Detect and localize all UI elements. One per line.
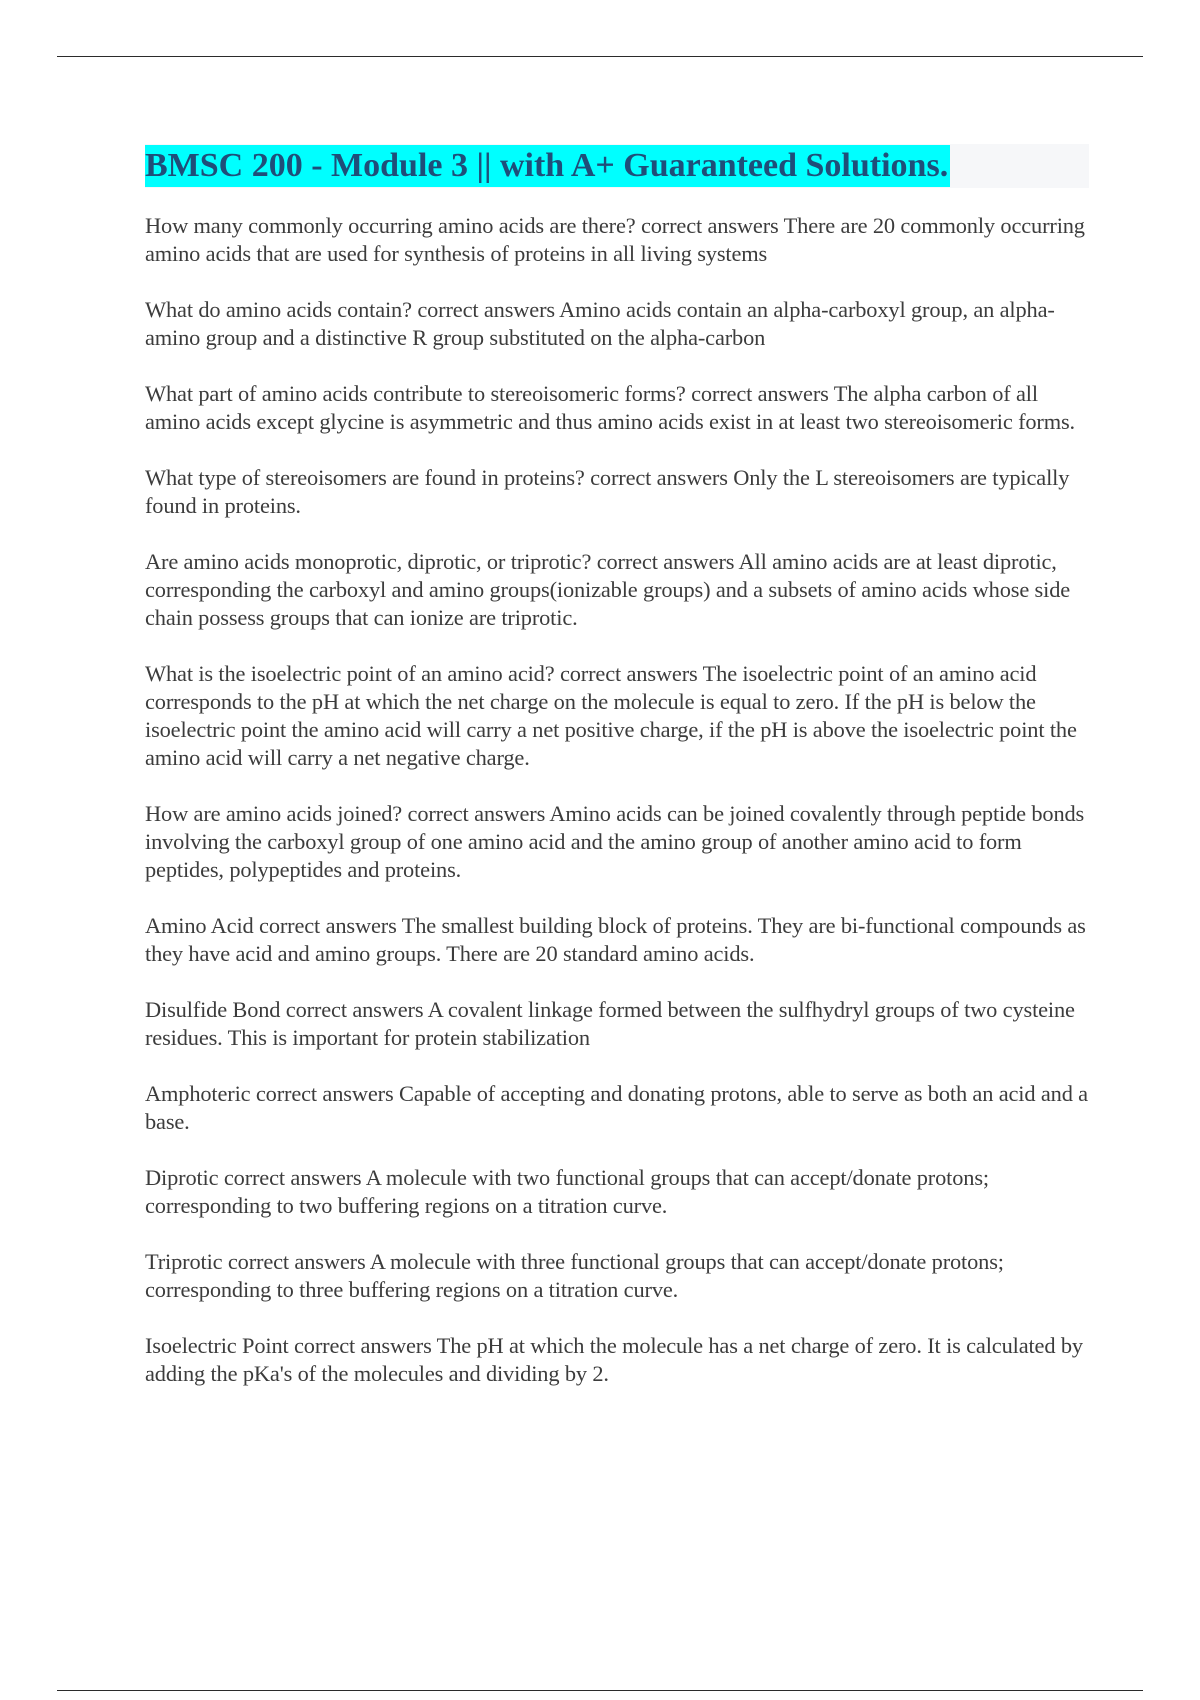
qa-entry: What part of amino acids contribute to stereoisomeric forms? correct answers The alpha carbon of all amino acids except glycine is asymmetric and thus amino acids exist in at least two stereoisomeric forms. [145, 381, 1076, 434]
qa-entry: What do amino acids contain? correct answers Amino acids contain an alpha-carboxyl group, an alpha-amino group and a distinctive R group substituted on the alpha-carbon [145, 297, 1055, 350]
qa-entry: What is the isoelectric point of an amino acid? correct answers The isoelectric point of an amino acid corresponds to the pH at which the net charge on the molecule is equal to zero. If the pH is below the isoelectric point the amino acid will carry a net positive charge, if the pH is above the isoelectric point the amino acid will carry a net negative charge. [145, 661, 1077, 770]
qa-entry: What type of stereoisomers are found in proteins? correct answers Only the L stereoisomers are typically found in proteins. [145, 465, 1070, 518]
document-title: BMSC 200 - Module 3 || with A+ Guaranteed Solutions. [145, 145, 950, 187]
qa-entry: Amino Acid correct answers The smallest building block of proteins. They are bi-functional compounds as they have acid and amino groups. There are 20 standard amino acids. [145, 913, 1086, 966]
qa-entry: Are amino acids monoprotic, diprotic, or triprotic? correct answers All amino acids are at least diprotic, corresponding the carboxyl and amino groups(ionizable groups) and a subsets of amino acids whose side chain possess groups that can ionize are triprotic. [145, 549, 1071, 630]
qa-entry: Isoelectric Point correct answers The pH at which the molecule has a net charge of zero. It is calculated by adding the pKa's of the molecules and dividing by 2. [145, 1333, 1083, 1386]
bottom-rule [57, 1690, 1143, 1691]
qa-entry: How are amino acids joined? correct answers Amino acids can be joined covalently through peptide bonds involving the carboxyl group of one amino acid and the amino group of another amino acid to form peptides, polypeptides and proteins. [145, 801, 1085, 882]
qa-entry: Amphoteric correct answers Capable of accepting and donating protons, able to serve as both an acid and a base. [145, 1081, 1088, 1134]
title-bar [145, 144, 1089, 188]
qa-entry: How many commonly occurring amino acids are there? correct answers There are 20 commonly occurring amino acids that are used for synthesis of proteins in all living systems [145, 213, 1085, 266]
document-body [145, 144, 1089, 1416]
qa-entry: Triprotic correct answers A molecule with three functional groups that can accept/donate protons; corresponding to three buffering regions on a titration curve. [145, 1249, 1004, 1302]
qa-entry: Disulfide Bond correct answers A covalent linkage formed between the sulfhydryl groups of two cysteine residues. This is important for protein stabilization [145, 997, 1075, 1050]
qa-entry: Diprotic correct answers A molecule with two functional groups that can accept/donate protons; corresponding to two buffering regions on a titration curve. [145, 1165, 989, 1218]
top-rule [57, 56, 1143, 57]
